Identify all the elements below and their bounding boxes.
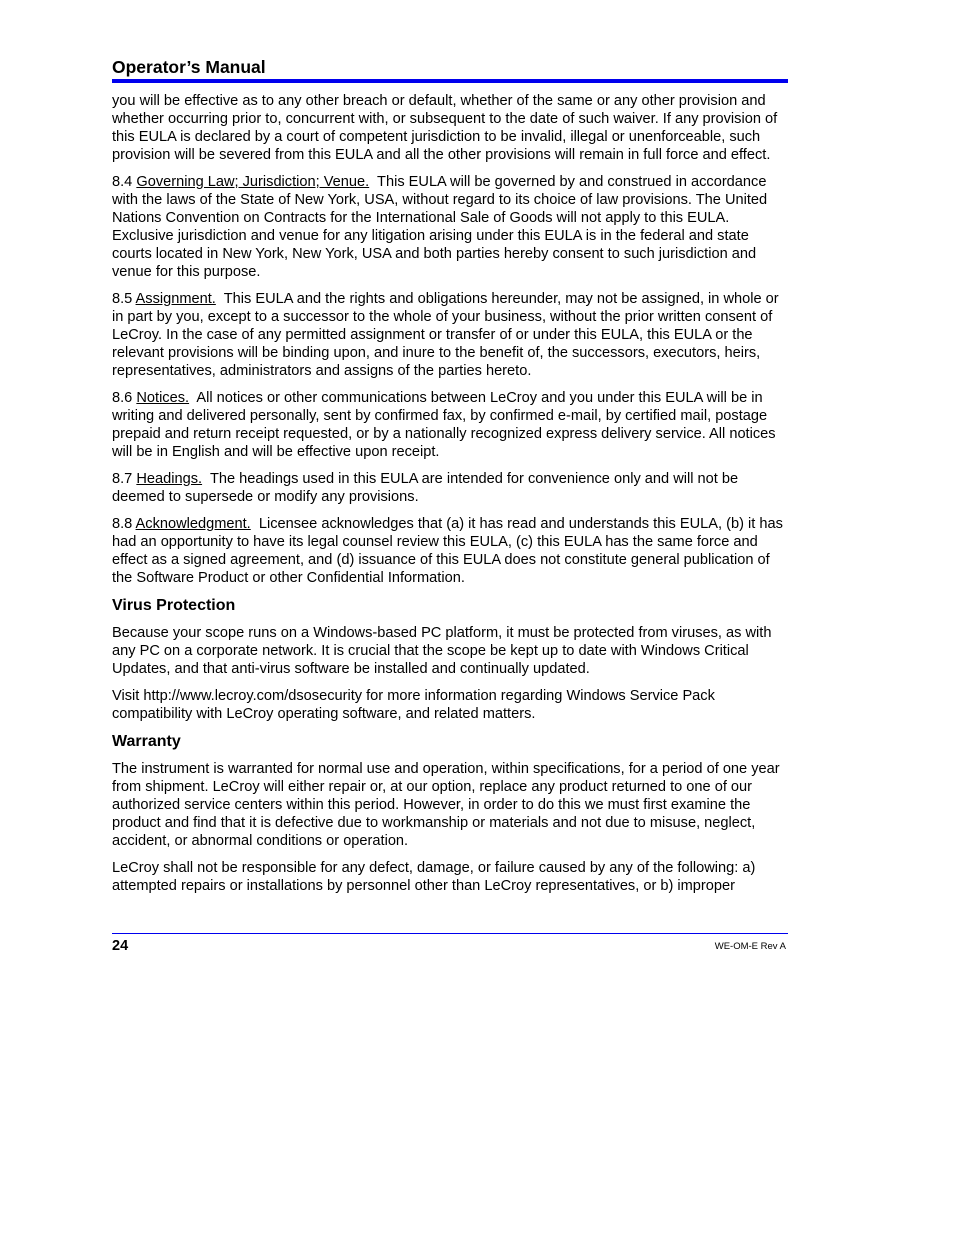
- section-number: 8.6: [112, 390, 133, 406]
- warranty-paragraph-1: The instrument is warranted for normal use and operation, within specifications, for a period of one year from shipment. LeCroy will either repair or, at our option, replace any product returned to one of our authorized service centers within this period. However, in order to do this we must first examine the product and find that it is defective due to workmanship or materials and not due to misuse, neglect, accident, or abnormal conditions or operation.: [112, 761, 780, 849]
- section-8-6: [112, 389, 788, 461]
- virus-paragraph-2: Visit http://www.lecroy.com/dsosecurity for more information regarding Windows Service Pack compatibility with LeCroy operating software, and related matters.: [112, 688, 715, 722]
- section-text: The headings used in this EULA are intended for convenience only and will not be deemed to supersede or modify any provisions.: [112, 471, 739, 505]
- warranty-paragraph-2: LeCroy shall not be responsible for any defect, damage, or failure caused by any of the following: a) attempted repairs or installations by personnel other than LeCroy representatives, or b) improper: [112, 860, 756, 894]
- section-text: This EULA and the rights and obligations hereunder, may not be assigned, in whole or in part by you, except to a successor to the whole of your business, without the prior written consent of LeCroy. In the case of any permitted assignment or transfer of or under this EULA, this EULA or the relevant provisions will be binding upon, and inure to the benefit of, the successors, executors, heirs, representatives, administrators and assigns of the parties hereto.: [112, 291, 779, 379]
- section-text: This EULA will be governed by and construed in accordance with the laws of the State of New York, USA, without regard to its choice of law provisions. The United Nations Convention on Contracts for the International Sale of Goods will not apply to this EULA. Exclusive jurisdiction and venue for any litigation arising under this EULA is in the federal and state courts located in New York, New York, USA and both parties hereby consent to such jurisdiction and venue for this purpose.: [112, 174, 768, 280]
- section-text: All notices or other communications between LeCroy and you under this EULA will be in writing and delivered personally, sent by confirmed fax, by confirmed e-mail, by certified mail, postage prepaid and return receipt requested, or by a nationally recognized express delivery service. All notices will be in English and will be effective upon receipt.: [112, 390, 776, 460]
- section-number: 8.4: [112, 174, 133, 190]
- document-code: WE-OM-E Rev A: [714, 941, 786, 952]
- section-heading: Acknowledgment.: [135, 516, 251, 532]
- section-8-8: [112, 515, 788, 587]
- section-number: 8.7: [112, 471, 133, 487]
- page-number: 24: [112, 938, 129, 954]
- section-number: 8.5: [112, 291, 133, 307]
- section-8-4: [112, 173, 788, 281]
- section-heading: Notices.: [136, 390, 190, 406]
- section-number: 8.8: [112, 516, 133, 532]
- section-8-7: [112, 470, 788, 506]
- paragraph-text: you will be effective as to any other breach or default, whether of the same or any other provision and whether occurring prior to, concurrent with, or subsequent to the date of such waiver. If any provision of this EULA is declared by a court of competent jurisdiction to be invalid, illegal or unenforceable, such provision will be severed from this EULA and all the other provisions will remain in full force and effect.: [112, 93, 778, 163]
- header-rule: [112, 79, 788, 83]
- paragraph-waiver: [112, 92, 788, 164]
- footer-rule: [112, 933, 788, 934]
- section-text: Licensee acknowledges that (a) it has read and understands this EULA, (b) it has had an opportunity to have its legal counsel review this EULA, (c) this EULA has the same force and effect as a signed agreement, and (d) issuance of this EULA does not constitute general publication of the Software Product or other Confidential Information.: [112, 516, 783, 586]
- document-body: [112, 92, 788, 904]
- section-heading: Governing Law; Jurisdiction; Venue.: [136, 174, 370, 190]
- virus-paragraph-1: Because your scope runs on a Windows-based PC platform, it must be protected from viruses, as with any PC on a corporate network. It is crucial that the scope be kept up to date with Windows Critical Updates, and that anti-virus software be installed and continually updated.: [112, 625, 772, 677]
- section-8-5: [112, 290, 788, 380]
- virus-protection-heading: Virus Protection: [112, 597, 236, 614]
- section-heading: Assignment.: [135, 291, 216, 307]
- page-header-title: Operator’s Manual: [112, 57, 266, 77]
- warranty-heading: Warranty: [112, 733, 181, 750]
- section-heading: Headings.: [136, 471, 203, 487]
